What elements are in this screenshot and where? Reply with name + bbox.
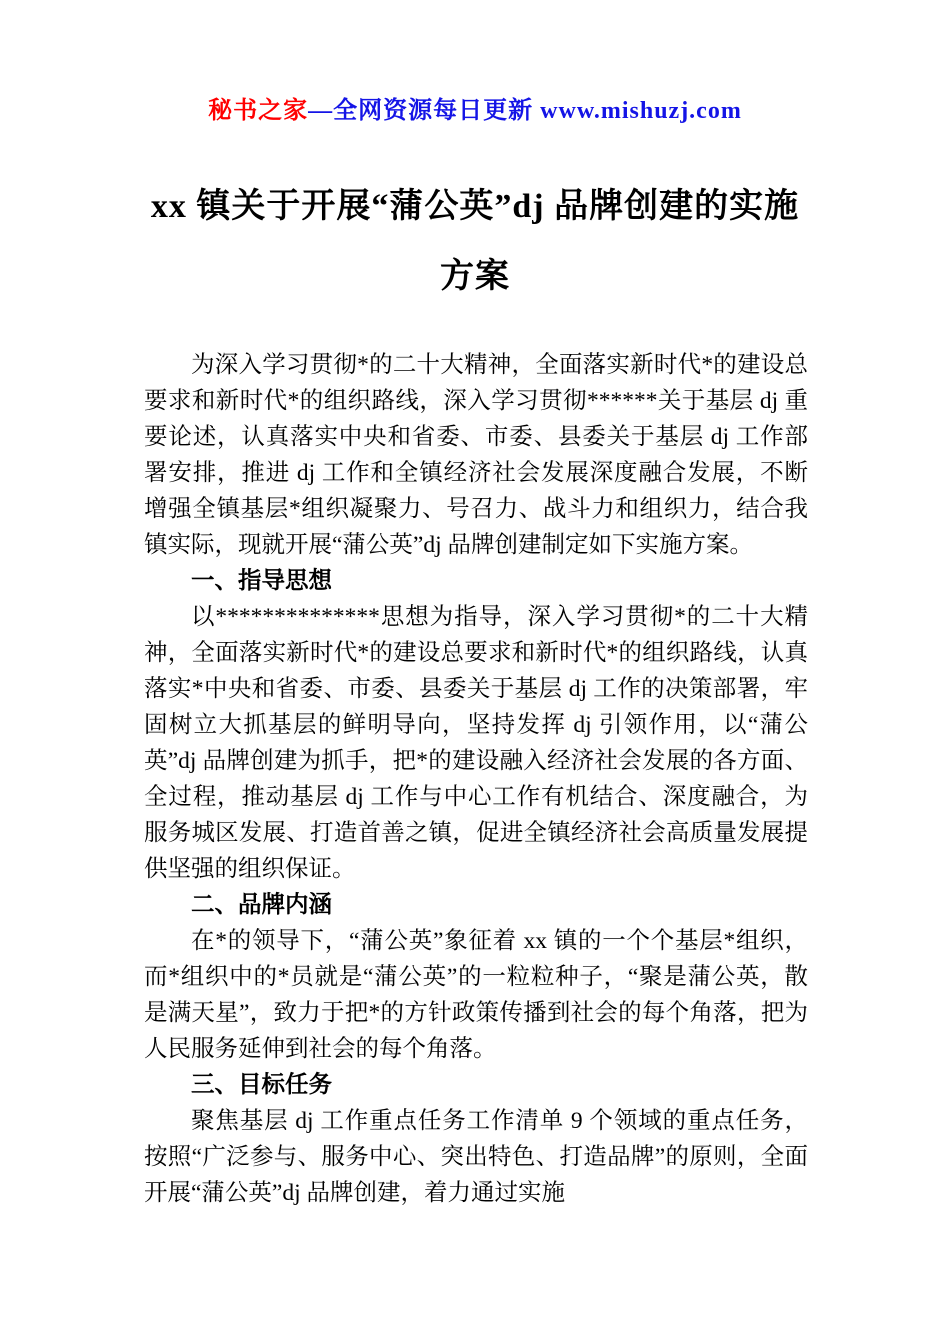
section-heading: 一、指导思想 — [191, 568, 332, 594]
body-paragraph: 聚焦基层 dj 工作重点任务工作清单 9 个领域的重点任务，按照“广泛参与、服务中心、突出特色、打造品牌”的原则，全面开展“蒲公英”dj 品牌创建，着力通过实施 — [144, 1108, 808, 1206]
document-body — [144, 347, 808, 1211]
document-title: xx 镇关于开展“蒲公英”dj 品牌创建的实施方案 — [150, 188, 800, 295]
section-heading: 二、品牌内涵 — [191, 892, 332, 918]
section-heading: 三、目标任务 — [191, 1072, 332, 1098]
body-paragraph: 为深入学习贯彻*的二十大精神，全面落实新时代*的建设总要求和新时代*的组织路线，深入学习贯彻******关于基层 dj 重要论述，认真落实中央和省委、市委、县委关于基层 dj 工作部署安排，推进 dj 工作和全镇经济社会发展深度融合发展，不断增强全镇基层*组织凝聚力、号召力、战斗力和组织力，结合我镇实际，现就开展“蒲公英”dj 品牌创建制定如下实施方案。 — [144, 352, 808, 558]
site-name: 秘书之家 — [208, 98, 309, 124]
site-tagline: —全网资源每日更新 — [308, 98, 541, 124]
body-paragraph: 以**************思想为指导，深入学习贯彻*的二十大精神，全面落实新时代*的建设总要求和新时代*的组织路线，认真落实*中央和省委、市委、县委关于基层 dj 工作的决策部署，牢固树立大抓基层的鲜明导向，坚持发挥 dj 引领作用，以“蒲公英”dj 品牌创建为抓手，把*的建设融入经济社会发展的各方面、全过程，推动基层 dj 工作与中心工作有机结合、深度融合，为服务城区发展、打造首善之镇，促进全镇经济社会高质量发展提供坚强的组织保证。 — [144, 604, 808, 882]
site-url: www.mishuzj.com — [540, 98, 742, 124]
site-header — [0, 90, 950, 125]
body-paragraph: 在*的领导下，“蒲公英”象征着 xx 镇的一个个基层*组织，而*组织中的*员就是“蒲公英”的一粒粒种子，“聚是蒲公英，散是满天星”，致力于把*的方针政策传播到社会的每个角落，把为人民服务延伸到社会的每个角落。 — [144, 928, 808, 1062]
